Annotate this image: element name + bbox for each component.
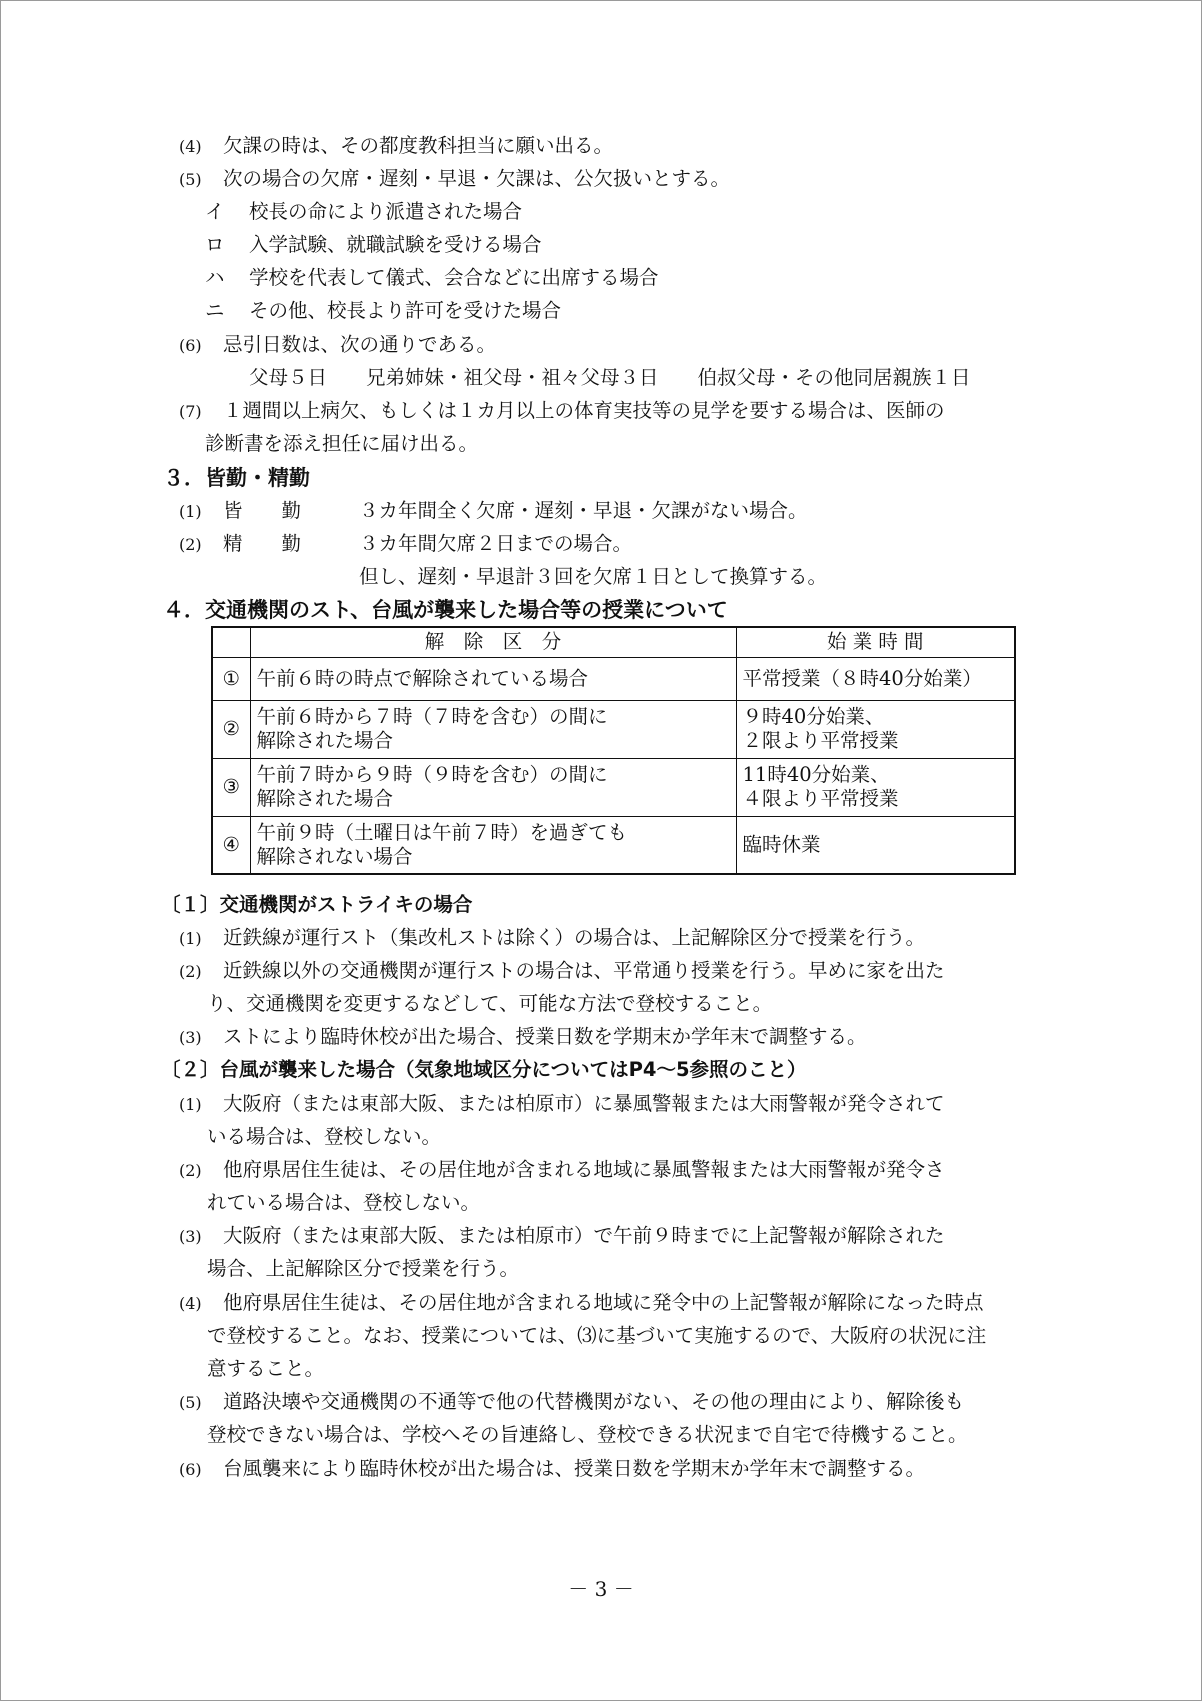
table-cell: 臨時休業 xyxy=(736,816,1015,874)
list-item: (3) 大阪府（または東部大阪、または柏原市）で午前９時までに上記警報が解除された xyxy=(179,1224,945,1247)
row-number: ③ xyxy=(212,758,250,816)
list-item: (6) 台風襲来により臨時休校が出た場合は、授業日数を学期末か学年末で調整する。 xyxy=(179,1457,926,1480)
list-item: (4) 他府県居住生徒は、その居住地が含まれる地域に発令中の上記警報が解除になった時点 xyxy=(179,1291,984,1314)
row-number: ② xyxy=(212,700,250,758)
section-heading: ４．交通機関のスト、台風が襲来した場合等の授業について xyxy=(163,598,728,622)
list-item: ハ 学校を代表して儀式、会合などに出席する場合 xyxy=(205,266,659,289)
row-number: ④ xyxy=(212,816,250,874)
table-header-cell xyxy=(212,627,250,657)
table-row xyxy=(212,657,1015,700)
table-header-cell: 始 業 時 間 xyxy=(736,627,1015,657)
table-cell: 11時40分始業、 ４限より平常授業 xyxy=(736,758,1015,816)
table-cell: 午前６時の時点で解除されている場合 xyxy=(250,657,736,700)
page-number: － 3 － xyxy=(568,1577,634,1601)
paragraph-line: り、交通機関を変更するなどして、可能な方法で登校すること。 xyxy=(207,992,773,1015)
paragraph-line: いる場合は、登校しない。 xyxy=(207,1125,442,1148)
list-item: (1) 皆 勤 ３カ年間全く欠席・遅刻・早退・欠課がない場合。 xyxy=(179,499,808,522)
schedule-table xyxy=(211,626,1016,875)
table-cell: 午前６時から７時（７時を含む）の間に 解除された場合 xyxy=(250,700,736,758)
table-cell: 午前７時から９時（９時を含む）の間に 解除された場合 xyxy=(250,758,736,816)
list-item: (1) 大阪府（または東部大阪、または柏原市）に暴風警報または大雨警報が発令されて xyxy=(179,1092,945,1115)
list-item: (4) 欠課の時は、その都度教科担当に願い出る。 xyxy=(179,134,614,157)
table-header-row xyxy=(212,627,1015,657)
list-item: イ 校長の命により派遣された場合 xyxy=(205,200,523,223)
table-row xyxy=(212,758,1015,816)
list-item: (2) 近鉄線以外の交通機関が運行ストの場合は、平常通り授業を行う。早めに家を出た xyxy=(179,959,945,982)
list-item: ロ 入学試験、就職試験を受ける場合 xyxy=(205,233,542,256)
list-item: (1) 近鉄線が運行スト（集改札ストは除く）の場合は、上記解除区分で授業を行う。 xyxy=(179,926,926,949)
paragraph-line: で登校すること。なお、授業については、⑶に基づいて実施するので、大阪府の状況に注 xyxy=(207,1324,987,1347)
table-row xyxy=(212,816,1015,874)
paragraph-line: 父母５日 兄弟姉妹・祖父母・祖々父母３日 伯叔父母・その他同居親族１日 xyxy=(249,366,971,389)
list-item: (6) 忌引日数は、次の通りである。 xyxy=(179,333,497,356)
list-item: (7) １週間以上病欠、もしくは１カ月以上の体育実技等の見学を要する場合は、医師の xyxy=(179,399,945,422)
paragraph-line: 但し、遅刻・早退計３回を欠席１日として換算する。 xyxy=(359,565,828,588)
paragraph-line: 意すること。 xyxy=(207,1357,325,1380)
paragraph-line: 場合、上記解除区分で授業を行う。 xyxy=(207,1257,520,1280)
table-cell: 平常授業（８時40分始業） xyxy=(736,657,1015,700)
row-number: ① xyxy=(212,657,250,700)
section-heading: ３．皆勤・精勤 xyxy=(163,466,310,490)
subsection-heading: 〔１〕交通機関がストライキの場合 xyxy=(161,893,473,916)
list-item: (2) 他府県居住生徒は、その居住地が含まれる地域に暴風警報または大雨警報が発令さ xyxy=(179,1158,945,1181)
paragraph-line: 診断書を添え担任に届け出る。 xyxy=(205,432,479,455)
paragraph-line: れている場合は、登校しない。 xyxy=(207,1191,481,1214)
subsection-heading: 〔２〕台風が襲来した場合（気象地域区分についてはP4～5参照のこと） xyxy=(161,1058,807,1081)
list-item: (3) ストにより臨時休校が出た場合、授業日数を学期末か学年末で調整する。 xyxy=(179,1025,867,1048)
table-cell: 午前９時（土曜日は午前７時）を過ぎても 解除されない場合 xyxy=(250,816,736,874)
list-item: (5) 道路決壊や交通機関の不通等で他の代替機関がない、その他の理由により、解除後も xyxy=(179,1390,965,1413)
table-row xyxy=(212,700,1015,758)
table-header-cell: 解 除 区 分 xyxy=(250,627,736,657)
list-item: ニ その他、校長より許可を受けた場合 xyxy=(205,299,562,322)
table-cell: ９時40分始業、 ２限より平常授業 xyxy=(736,700,1015,758)
paragraph-line: 登校できない場合は、学校へその旨連絡し、登校できる状況まで自宅で待機すること。 xyxy=(207,1423,968,1446)
list-item: (5) 次の場合の欠席・遅刻・早退・欠課は、公欠扱いとする。 xyxy=(179,167,731,190)
list-item: (2) 精 勤 ３カ年間欠席２日までの場合。 xyxy=(179,532,633,555)
